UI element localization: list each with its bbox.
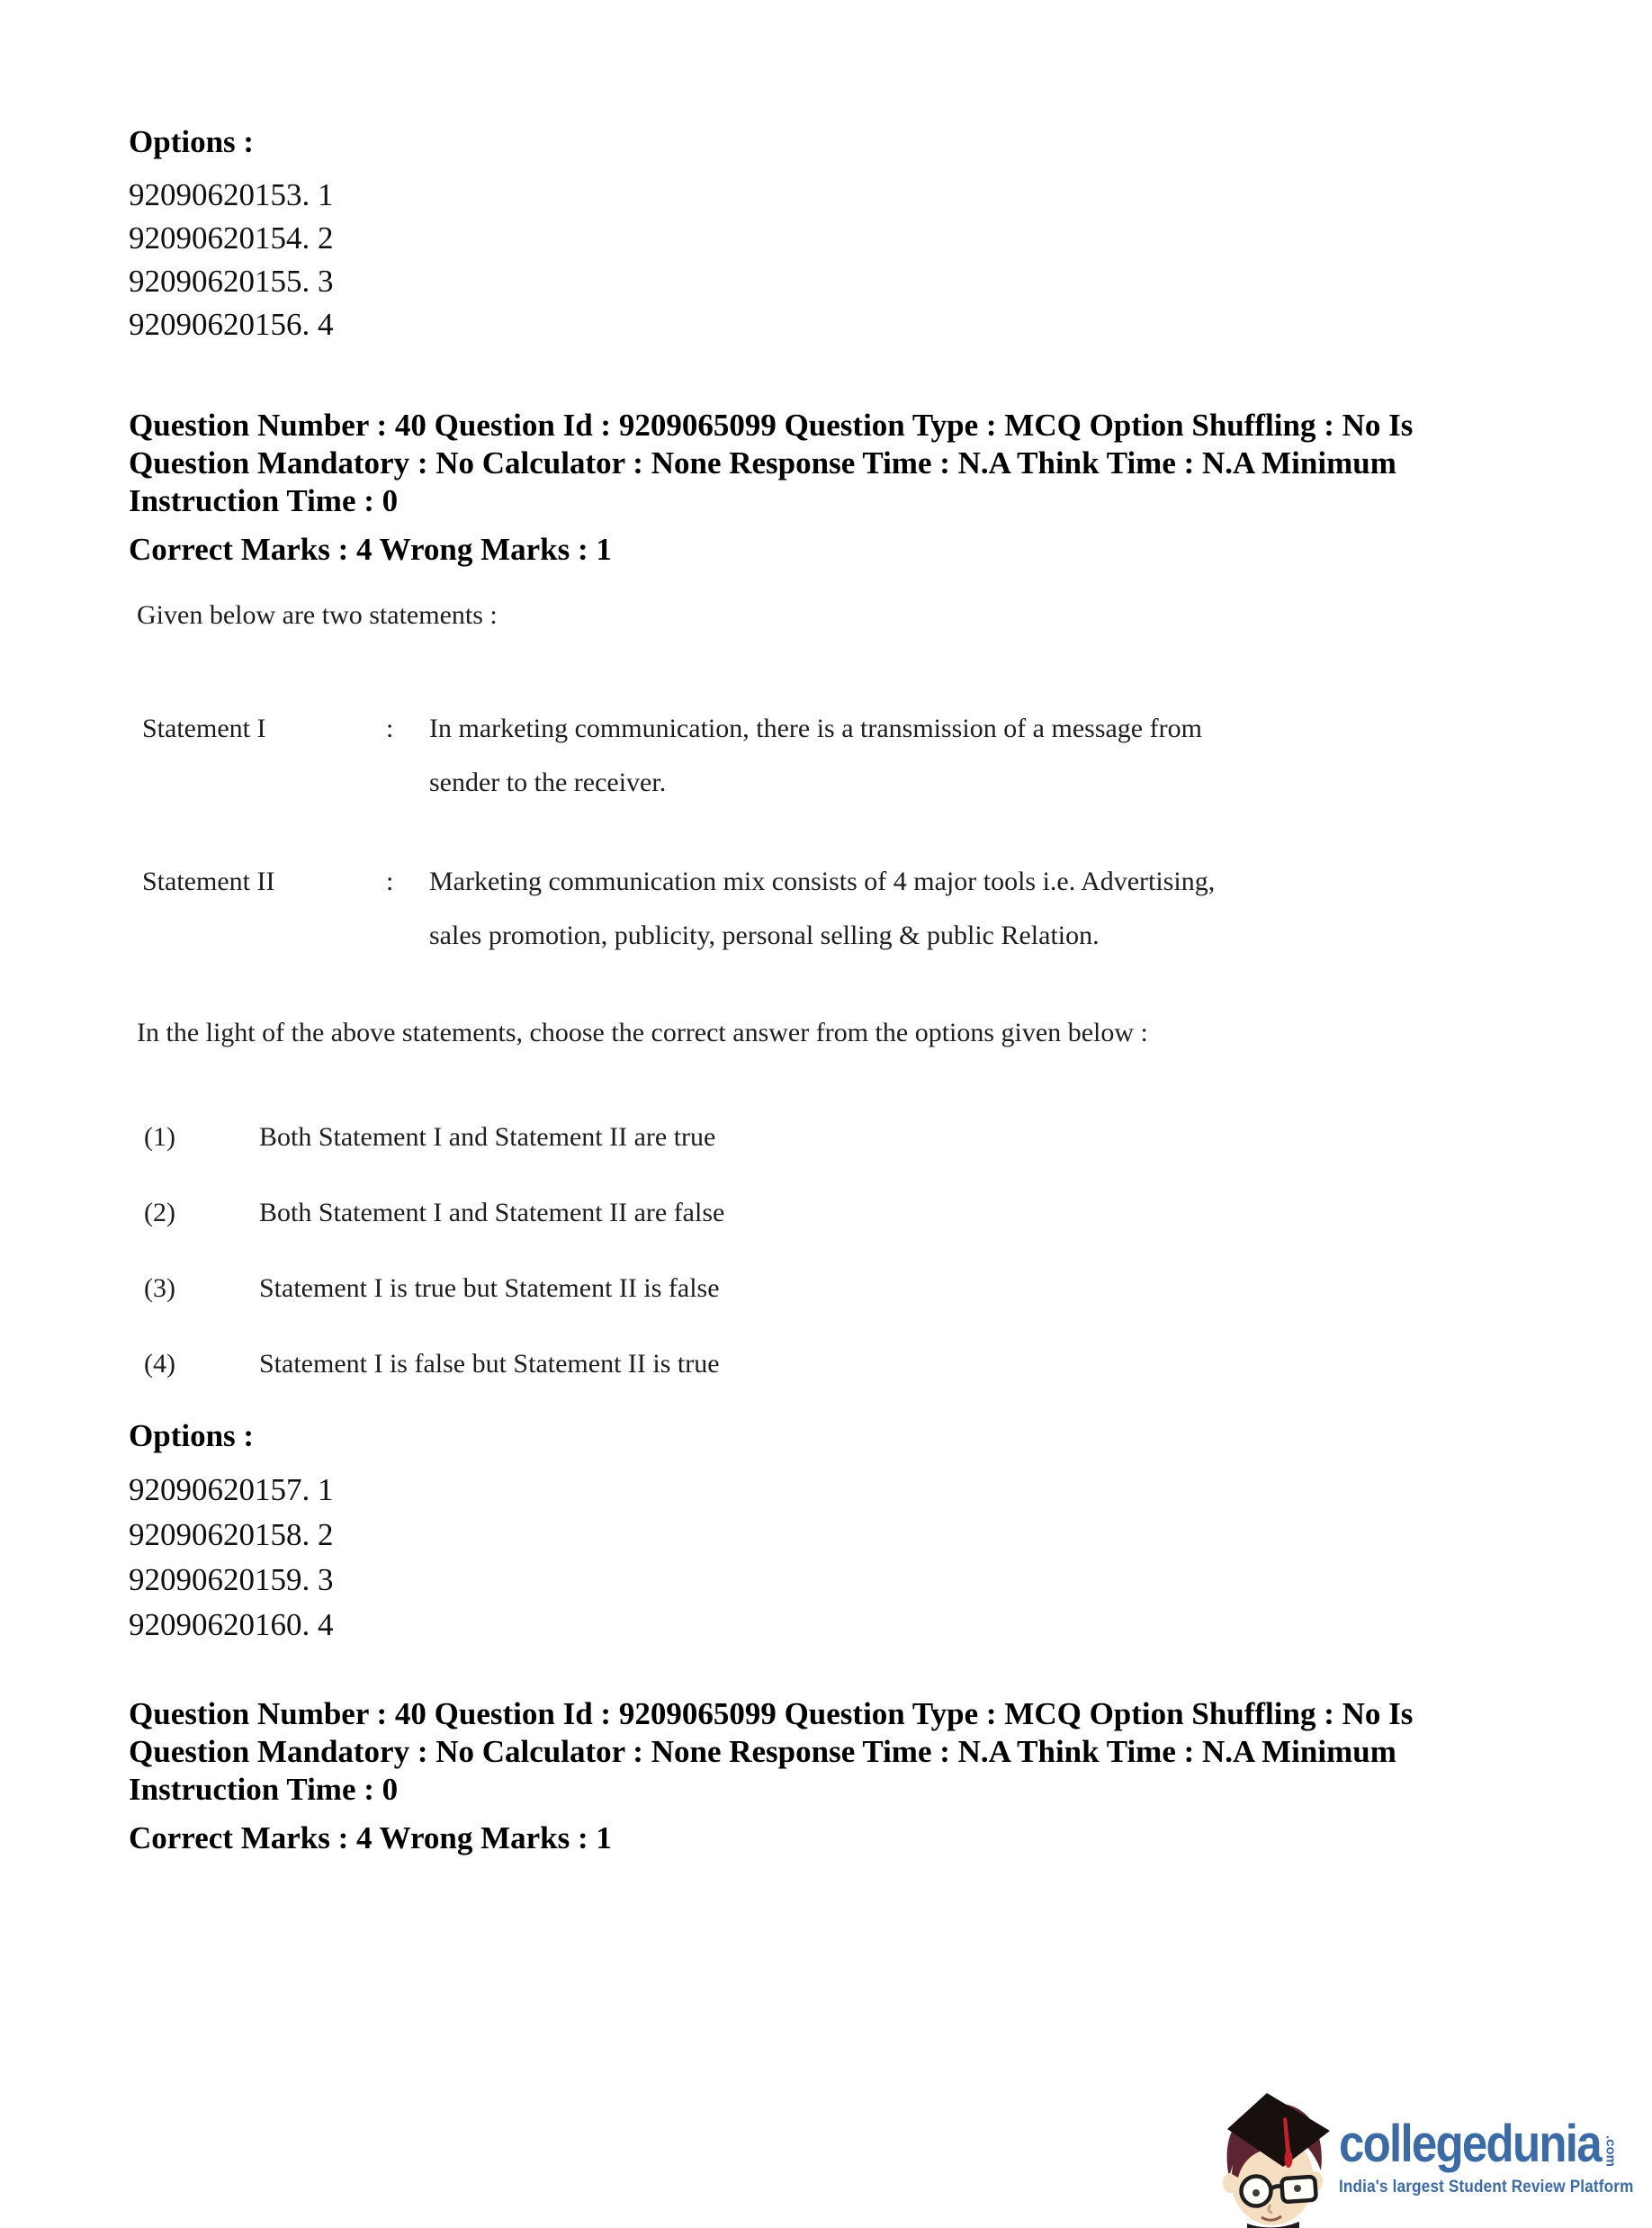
collegedunia-mascot-icon (1215, 2088, 1335, 2228)
choice-2-text: Both Statement I and Statement II are false (259, 1198, 725, 1227)
question-prompt: In the light of the above statements, choose the correct answer from the options given below : (137, 1018, 1148, 1047)
options-id-list-bottom (129, 1418, 334, 1648)
option-id-row: 92090620158. 2 (129, 1517, 334, 1552)
option-id-row: 92090620154. 2 (129, 220, 334, 256)
choice-3-text: Statement I is true but Statement II is false (259, 1273, 720, 1303)
option-id-row: 92090620153. 1 (129, 177, 334, 212)
statement-2-line-1: Marketing communication mix consists of 4 major tools i.e. Advertising, (429, 867, 1216, 896)
statement-separator: : (386, 867, 394, 896)
metadata-line: Question Number : 40 Question Id : 9209065099 Question Type : MCQ Option Shuffling : No Is (129, 1696, 1414, 1731)
choice-2 (137, 1195, 1540, 1231)
choice-3-number: (3) (144, 1273, 175, 1303)
statement-2-label: Statement II (142, 867, 275, 896)
option-id-row: 92090620159. 3 (129, 1562, 334, 1597)
statement-1-line-2: sender to the receiver. (429, 768, 667, 797)
statement-2-text (429, 855, 1356, 963)
statement-1-line-1: In marketing communication, there is a transmission of a message from (429, 714, 1202, 743)
choice-4-text: Statement I is false but Statement II is true (259, 1349, 720, 1379)
brand-tld: .com (1603, 2134, 1619, 2167)
metadata-line: Question Mandatory : No Calculator : None Response Time : N.A Think Time : N.A Minimum (129, 1734, 1396, 1769)
choice-4-number: (4) (144, 1349, 175, 1379)
option-id-row: 92090620156. 4 (129, 307, 334, 342)
options-label: Options : (129, 1418, 255, 1453)
marks-line: Correct Marks : 4 Wrong Marks : 1 (129, 1820, 612, 1855)
metadata-line: Instruction Time : 0 (129, 1772, 399, 1807)
choice-1 (137, 1119, 1540, 1155)
metadata-line: Instruction Time : 0 (129, 483, 399, 518)
statement-2 (137, 855, 1540, 963)
option-id-row: 92090620155. 3 (129, 264, 334, 299)
options-id-list-top (129, 124, 334, 346)
question-metadata-bottom (129, 1695, 1532, 1857)
choice-3 (137, 1271, 1540, 1307)
choice-4 (137, 1346, 1540, 1382)
question-body (137, 597, 1540, 1422)
statement-1-label: Statement I (142, 714, 266, 743)
choice-2-number: (2) (144, 1198, 175, 1227)
statement-1-text (429, 702, 1356, 810)
choice-1-text: Both Statement I and Statement II are true (259, 1122, 716, 1152)
brand-tagline: India's largest Student Review Platform (1339, 2178, 1634, 2197)
choice-1-number: (1) (144, 1122, 175, 1152)
brand-name: collegedunia (1339, 2115, 1601, 2173)
question-intro: Given below are two statements : (137, 600, 498, 630)
collegedunia-logo (1215, 2088, 1652, 2228)
statement-2-line-2: sales promotion, publicity, personal selling & public Relation. (429, 921, 1100, 950)
option-id-row: 92090620160. 4 (129, 1607, 334, 1642)
collegedunia-wordmark (1339, 2088, 1652, 2197)
answer-choices (137, 1119, 1540, 1382)
question-metadata-top (129, 407, 1532, 569)
statement-1 (137, 702, 1540, 810)
metadata-line: Question Mandatory : No Calculator : None Response Time : N.A Think Time : N.A Minimum (129, 445, 1396, 481)
option-id-row: 92090620157. 1 (129, 1472, 334, 1507)
options-label: Options : (129, 124, 255, 159)
marks-line: Correct Marks : 4 Wrong Marks : 1 (129, 532, 612, 567)
metadata-line: Question Number : 40 Question Id : 9209065099 Question Type : MCQ Option Shuffling : No Is (129, 408, 1414, 443)
statement-separator: : (386, 714, 394, 743)
